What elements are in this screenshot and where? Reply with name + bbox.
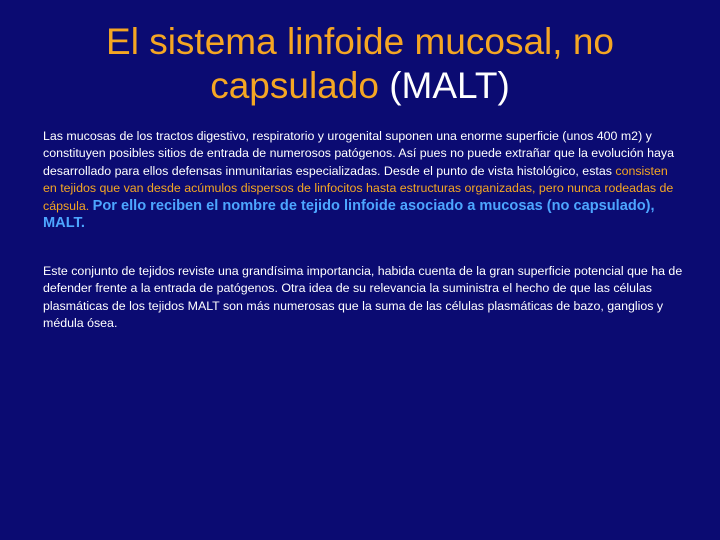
paragraph-intro: [43, 128, 683, 232]
paragraph-intro-highlight-orange: consisten en tejidos que van desde acúmulos dispersos de linfocitos hasta estructuras organizadas, pero nunca rodeadas de cápsula.: [43, 163, 674, 213]
slide-title: [20, 20, 700, 108]
slide-title-acronym: (MALT): [389, 65, 510, 106]
slide-title-main: El sistema linfoide mucosal, no capsulado: [106, 21, 614, 106]
paragraph-importance: Este conjunto de tejidos reviste una grandísima importancia, habida cuenta de la gran superficie potencial que ha de defender frente a la entrada de patógenos. Otra idea de su relevancia la suministra el hecho de que las células plasmáticas de los tejidos MALT son más numerosas que la suma de las células plasmáticas de bazo, ganglios y médula ósea.: [43, 264, 683, 331]
paragraph-intro-highlight-blue: Por ello reciben el nombre de tejido linfoide asociado a mucosas (no capsulado), MALT.: [43, 197, 655, 232]
paragraph-intro-text: Las mucosas de los tractos digestivo, respiratorio y urogenital suponen una enorme superficie (unos 400 m2) y constituyen posibles sitios de entrada de numerosos patógenos. Así pues no puede extrañar que la evolución haya desarrollado para ellos defensas inmunitarias especializadas. Desde el punto de vista histológico, estas: [43, 129, 674, 178]
